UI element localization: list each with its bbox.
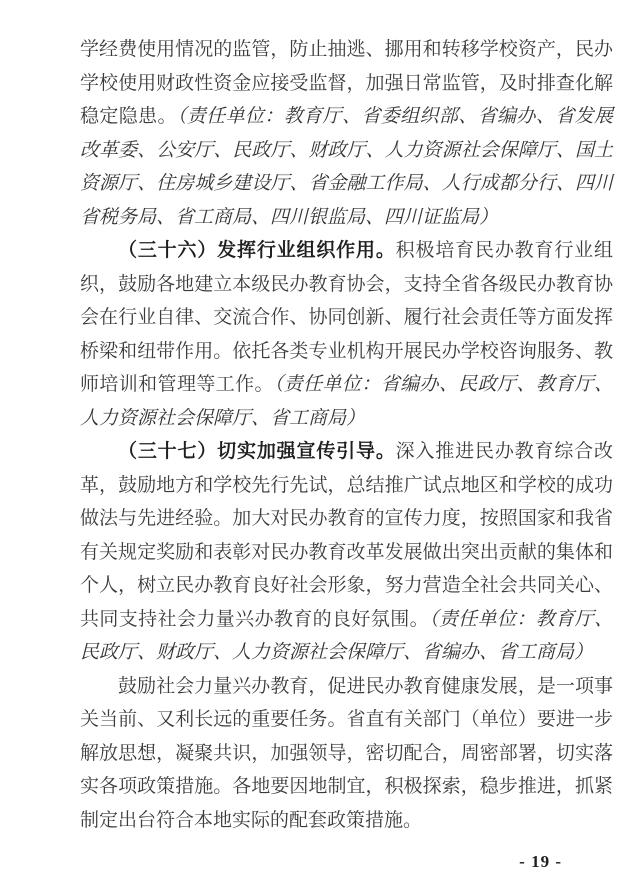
text-segment-body: 学经费使用情况的监管，防止抽逃、挪用和转移学校资产，民办学校使用财政性资金应接受监督，加强日常监管，及时排查化解稳定隐患。 xyxy=(80,39,613,127)
text-segment-body: 深入推进民办教育综合改革，鼓励地方和学校先行先试，总结推广试点地区和学校的成功做法与先进经验。加大对民办教育的宣传力度，按照国家和我省有关规定奖励和表彰对民办教育改革发展做出突出贡献的集体和个人，树立民办教育良好社会形象，努力营造全社会共同关心、共同支持社会力量兴办教育的良好氛围。 xyxy=(80,441,613,630)
paragraph-continuation xyxy=(80,33,613,234)
text-segment-unit: （责任单位：教育厅、民政厅、财政厅、人力资源社会保障厅、省编办、省工商局） xyxy=(80,608,613,663)
text-segment-body: 积极培育民办教育行业组织，鼓励各地建立本级民办教育协会，支持全省各级民办教育协会在行业自律、交流合作、协同创新、履行社会责任等方面发挥桥梁和纽带作用。依托各类专业机构开展民办学校咨询服务、教师培训和管理等工作。 xyxy=(80,240,613,395)
paragraph-closing xyxy=(80,670,613,838)
text-segment-heading: （三十七）切实加强宣传引导。 xyxy=(118,441,396,462)
text-segment-heading: （三十六）发挥行业组织作用。 xyxy=(118,240,396,261)
text-segment-body: 鼓励社会力量兴办教育，促进民办教育健康发展，是一项事关当前、又利长远的重要任务。省直有关部门（单位）要进一步解放思想，凝聚共识，加强领导，密切配合，周密部署，切实落实各项政策措施。各地要因地制宜，积极探索，稳步推进，抓紧制定出台符合本地实际的配套政策措施。 xyxy=(80,675,613,831)
text-segment-unit: （责任单位：省编办、民政厅、教育厅、人力资源社会保障厅、省工商局） xyxy=(80,374,613,429)
document-body xyxy=(80,33,613,837)
page-number: - 19 - xyxy=(519,852,562,871)
paragraph-item-36 xyxy=(80,234,613,435)
text-segment-unit: （责任单位：教育厅、省委组织部、省编办、省发展改革委、公安厅、民政厅、财政厅、人力资源社会保障厅、国土资源厅、住房城乡建设厅、省金融工作局、人行成都分行、四川省税务局、省工商局、四川银监局、四川证监局） xyxy=(80,106,613,228)
paragraph-item-37 xyxy=(80,435,613,670)
